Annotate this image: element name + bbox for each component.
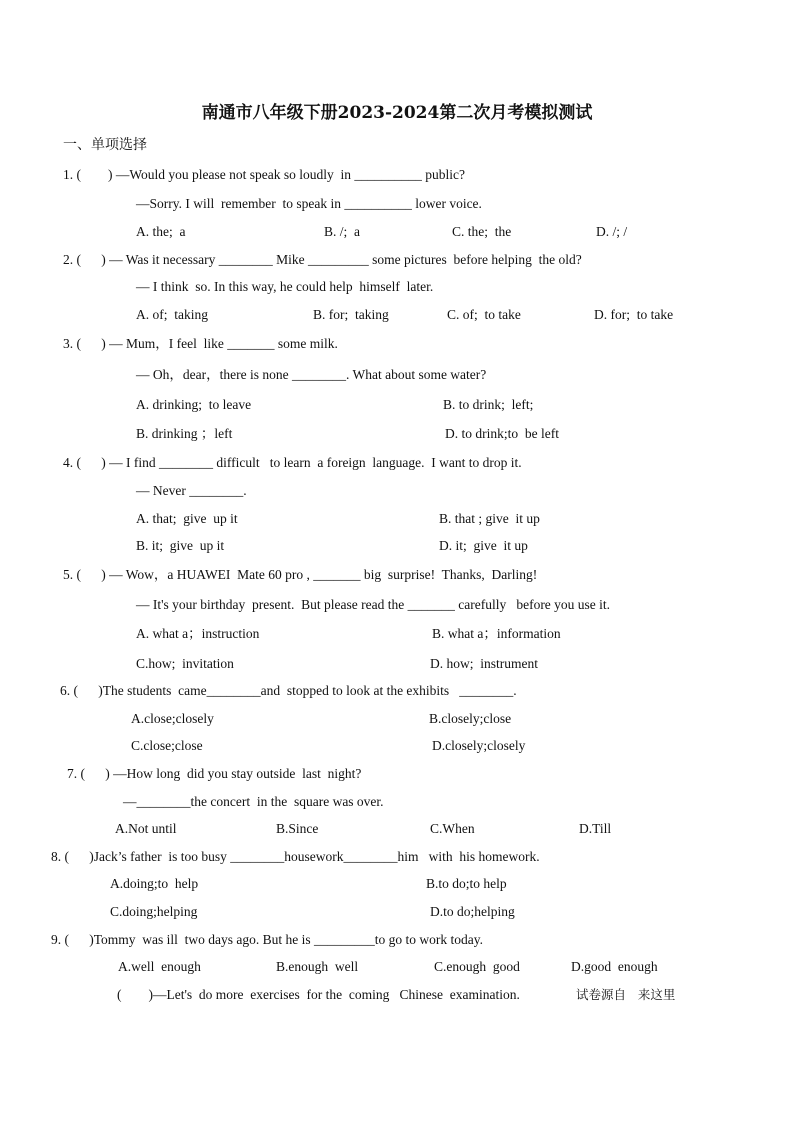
option-c: C.how; invitation	[136, 656, 234, 671]
option-b: B. that ; give it up	[439, 511, 540, 526]
option-c: C.When	[430, 821, 475, 836]
question-dialog: — Oh，dear，there is none ________. What about some water?	[136, 367, 487, 382]
question-dialog: — It's your birthday present. But please read the _______ carefully before you use it.	[136, 597, 611, 612]
option-b: B.closely;close	[429, 711, 512, 726]
option-d: D.good enough	[571, 959, 658, 974]
option-a: A.well enough	[118, 959, 201, 974]
option-d: D. it; give it up	[439, 538, 528, 553]
option-d: D. how; instrument	[430, 656, 538, 671]
question-stem: 9. ( )Tommy was ill two days ago. But he is _________to go to work today.	[51, 932, 484, 947]
option-d: D.closely;closely	[432, 738, 526, 753]
option-d: D. for; to take	[594, 307, 674, 322]
question-stem: 8. ( )Jack’s father is too busy ________housework________him with his homework.	[51, 849, 540, 864]
question-stem: ( )—Let's do more exercises for the coming Chinese examination.	[117, 987, 520, 1002]
question-dialog: — I think so. In this way, he could help himself later.	[136, 279, 434, 294]
option-c: C. of; to take	[447, 307, 521, 322]
question-stem: 3. ( ) — Mum，I feel like _______ some milk.	[63, 336, 338, 351]
option-d: D. /; /	[596, 224, 628, 239]
option-b: B. /; a	[324, 224, 360, 239]
option-a: A. what a；instruction	[136, 626, 260, 641]
question-stem: 1. ( ) —Would you please not speak so loudly in __________ public?	[63, 167, 465, 182]
option-a: A.close;closely	[131, 711, 214, 726]
option-b: B. for; taking	[313, 307, 389, 322]
question-dialog: — Never ________.	[136, 483, 247, 498]
option-d: D.Till	[579, 821, 612, 836]
question-stem: 6. ( )The students came________and stopped to look at the exhibits ________.	[60, 683, 517, 698]
option-a: A.Not until	[115, 821, 177, 836]
option-a: A. the; a	[136, 224, 186, 239]
option-a: A. of; taking	[136, 307, 208, 322]
question-stem: 4. ( ) — I find ________ difficult to learn a foreign language. I want to drop it.	[63, 455, 522, 470]
section-heading: 一、单项选择	[63, 137, 147, 153]
option-c: B. it; give up it	[136, 538, 225, 553]
option-a: A. drinking; to leave	[136, 397, 252, 412]
option-a: A.doing;to help	[110, 876, 199, 891]
question-stem: 5. ( ) — Wow，a HUAWEI Mate 60 pro , _______ big surprise! Thanks, Darling!	[63, 567, 538, 582]
source-note: 试卷源自 来这里	[576, 987, 676, 1002]
question-dialog: —________the concert in the square was over.	[123, 794, 384, 809]
option-b: B. what a；information	[432, 626, 561, 641]
option-b: B.enough well	[276, 959, 359, 974]
option-c: C. the; the	[452, 224, 512, 239]
option-b: B.Since	[276, 821, 319, 836]
option-c: C.close;close	[131, 738, 203, 753]
question-stem: 7. ( ) —How long did you stay outside last night?	[67, 766, 362, 781]
option-a: A. that; give up it	[136, 511, 238, 526]
option-d: D.to do;helping	[430, 904, 515, 919]
question-stem: 2. ( ) — Was it necessary ________ Mike _________ some pictures before helping the old?	[63, 252, 582, 267]
option-c: C.enough good	[434, 959, 520, 974]
option-b: B.to do;to help	[426, 876, 507, 891]
option-b: B. to drink; left;	[443, 397, 534, 412]
question-dialog: —Sorry. I will remember to speak in __________ lower voice.	[136, 196, 482, 211]
option-c: B. drinking ；left	[136, 426, 233, 441]
option-c: C.doing;helping	[110, 904, 198, 919]
option-d: D. to drink;to be left	[445, 426, 559, 441]
page-title: 南通市八年级下册2023-2024第二次月考模拟测试	[201, 103, 593, 123]
